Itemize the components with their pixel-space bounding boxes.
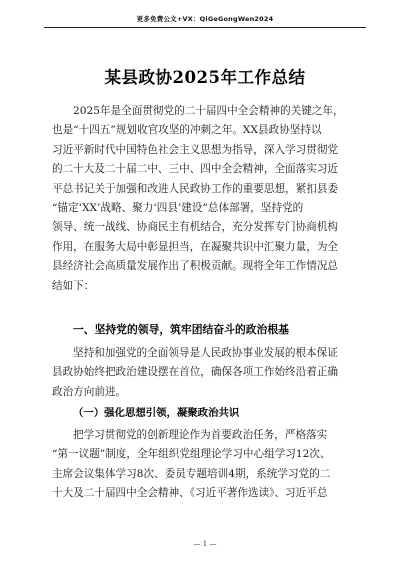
text-line: 也是“十四五”规划收官攻坚的冲刺之年。XX县政协坚持以 — [52, 124, 322, 137]
text-line: 平总书记关于加强和改进人民政协工作的重要思想，紧扣县委 — [52, 182, 339, 195]
text-line: 政治方向前进。 — [52, 385, 127, 398]
page-number: — 1 — — [193, 540, 217, 548]
text-line: “锚定‘XX’战略、聚力‘四县’建设”总体部署，坚持党的 — [52, 201, 304, 214]
section1-paragraph — [52, 344, 362, 402]
document-title: 某县政协2025年工作总结 — [104, 68, 306, 87]
text-line: 把学习贯彻党的创新理论作为首要政治任务，严格落实 — [73, 429, 328, 441]
text-line: 习近平新时代中国特色社会主义思想为指导，深入学习贯彻党 — [52, 143, 339, 156]
intro-paragraph — [52, 102, 362, 296]
section-heading-1: 一、坚持党的领导，筑牢团结奋斗的政治根基 — [73, 323, 289, 336]
text-line: 2025年是全面贯彻党的二十届四中全会精神的关键之年， — [73, 105, 344, 117]
subsection-heading-1: （一）强化思想引领，凝聚政治共识 — [73, 407, 240, 419]
text-line: 县经济社会高质量发展作出了积极贡献。现将全年工作情况总 — [52, 260, 339, 273]
text-line: 结如下： — [52, 279, 95, 292]
text-line: 的二十大及二十届二中、三中、四中全会精神，全面落实习近 — [52, 163, 339, 176]
text-line: 作用，在服务大局中彰显担当，在凝聚共识中汇聚力量，为全 — [52, 240, 339, 253]
text-line: 县政协始终把政治建设摆在首位，确保各项工作始终沿着正确 — [52, 366, 339, 379]
text-line: “第一议题”制度，全年组织党组理论学习中心组学习12次、 — [52, 448, 331, 461]
text-line: 主席会议集体学习8次、委员专题培训4期，系统学习党的二 — [52, 467, 331, 480]
text-line: 十大及二十届四中全会精神、《习近平著作选读》、习近平总 — [52, 487, 328, 500]
subsection1-paragraph — [52, 426, 362, 504]
text-line: 领导、统一战线、协商民主有机结合，充分发挥专门协商机构 — [52, 221, 339, 234]
header-note: 更多免费公文+VX：QiGeGongWen2024 — [136, 15, 274, 23]
header-divider — [44, 27, 366, 28]
text-line: 坚持和加强党的全面领导是人民政协事业发展的根本保证 — [73, 347, 338, 359]
